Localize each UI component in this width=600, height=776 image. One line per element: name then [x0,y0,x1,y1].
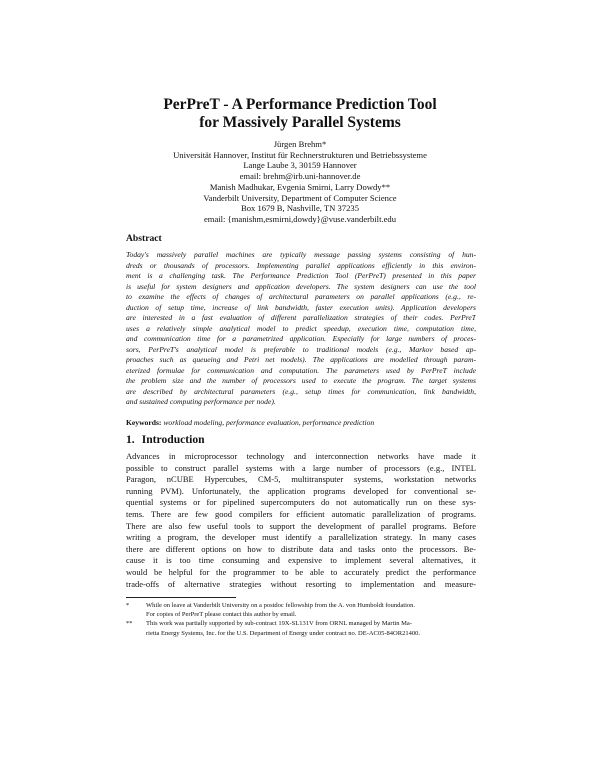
abstract-line: to examine the effects of changes of architectural parameters on parallel applications (e.g., re- [126,292,476,301]
body-line: there are different options on how to distribute data and tasks onto the processors. Be- [126,543,476,554]
body-line: quential systems or for pipelined supercomputers do not automatically run on these sys- [126,497,476,508]
footnote-rule [126,597,236,598]
abstract-line: sors, PerPreT's analytical model is preferable to traditional models (e.g., Markov based ap- [126,344,476,354]
footnote-1 [126,601,476,619]
paper-title-line-2: for Massively Parallel Systems [199,114,401,131]
author-names: Manish Madhukar, Evgenia Smirni, Larry Dowdy** [209,182,391,192]
author-address: Box 1679 B, Nashville, TN 37235 [240,203,359,214]
footnote-mark: * [126,602,130,609]
abstract-line: eterized formulae for communication and computation. The parameters used by PerPreT include [126,365,476,375]
keywords-label: Keywords: [126,418,162,427]
abstract-line: and sustained computing performance per node). [126,397,276,406]
footnote-mark: ** [126,620,133,628]
abstract-heading: Abstract [126,233,162,244]
author-block-2 [0,182,600,224]
footnote-line: For copies of PerPreT please contact this author by email. [146,611,297,619]
author-block-1 [0,139,600,181]
footnotes [126,601,476,638]
author-address: Lange Laube 3, 30159 Hannover [243,160,357,171]
author-email: email: {manishm,esmirni,dowdy}@vuse.vanderbilt.edu [203,213,397,224]
footnote-line: This work was partially supported by sub-contract 19X-SL131V from ORNL managed by Martin Ma- [146,620,412,628]
abstract-line: and communication time for a parametrized application. Especially for large numbers of proces- [126,334,476,343]
abstract-line: is useful for system designers and application developers. The system designers can use the tool [126,281,476,291]
introduction-body [126,451,476,590]
body-line: cause it is too time consuming and expensive to implement several alternatives, it [126,555,476,566]
paper-title-line-1: PerPreT - A Performance Prediction Tool [163,96,437,113]
abstract-line: are interested in a fast evaluation of different parallelization strategies of their codes. PerPreT [126,313,476,322]
footnote-line: rietta Energy Systems, Inc. for the U.S. Department of Energy under contract no. DE-AC05-84OR21400. [146,629,420,637]
keywords-text: workload modeling, performance evaluation, performance prediction [163,418,375,427]
abstract-line: are described by architectural parameters (e.g., setup times for communication, link bandwidth, [126,386,476,396]
body-line: running PVM). Unfortunately, the application programs developed for conventional se- [126,485,476,496]
abstract-line: the problem size and the number of processors used to execute the program. The target systems [126,376,476,385]
author-affiliation: Universität Hannover, Institut für Rechnerstrukturen und Betriebssysteme [173,149,427,160]
section-heading-introduction [126,433,205,446]
body-line: Paragon, nCUBE Hypercubes, CM-5, multitransputer systems, workstation networks [126,474,476,485]
footnote-line: While on leave at Vanderbilt University on a postdoc fellowship from the A. von Humboldt foundation. [146,602,416,609]
author-affiliation: Vanderbilt University, Department of Computer Science [203,192,397,203]
body-line: Advances in microprocessor technology and interconnection networks have made it [126,451,476,461]
body-line: would be helpful for the programmer to be able to accurately predict the performance [126,566,476,577]
footnote-2 [126,619,476,637]
keywords [126,418,374,427]
body-line: There are also few useful tools to support the development of parallel programs. Before [126,520,476,531]
author-name: Jürgen Brehm* [273,139,327,149]
abstract-line: Today's massively parallel machines are typically message passing systems consisting of hun- [126,250,476,259]
section-number: 1. [126,433,135,446]
abstract-line: duction of setup time, increase of link bandwidth, faster execution units). Application developers [126,302,476,312]
abstract-line: dreds or thousands of processors. Implementing parallel applications efficiently in this environ- [126,260,476,270]
abstract-line: uses a relatively simple analytical model to predict speedup, execution time, computation time, [126,323,476,333]
author-email: email: brehm@irb.uni-hannover.de [239,170,361,181]
section-title: Introduction [141,433,205,446]
body-line: trade-offs of alternative strategies without resorting to implementation and measure- [126,578,476,589]
body-line: tems. There are few good compilers for efficient automatic parallelization of programs. [126,508,476,519]
body-line: writing a program, the developer must identify a parallelization strategy. In many cases [126,532,476,543]
body-line: possible to construct parallel systems with a large number of processors (e.g., INTEL [126,462,476,473]
abstract-line: ment is a challenging task. The Performance Prediction Tool (PerPreT) presented in this paper [126,271,476,280]
abstract-body [126,250,476,408]
abstract-line: proaches such as queueing and Petri net models). The applications are modelled through param- [126,355,476,364]
